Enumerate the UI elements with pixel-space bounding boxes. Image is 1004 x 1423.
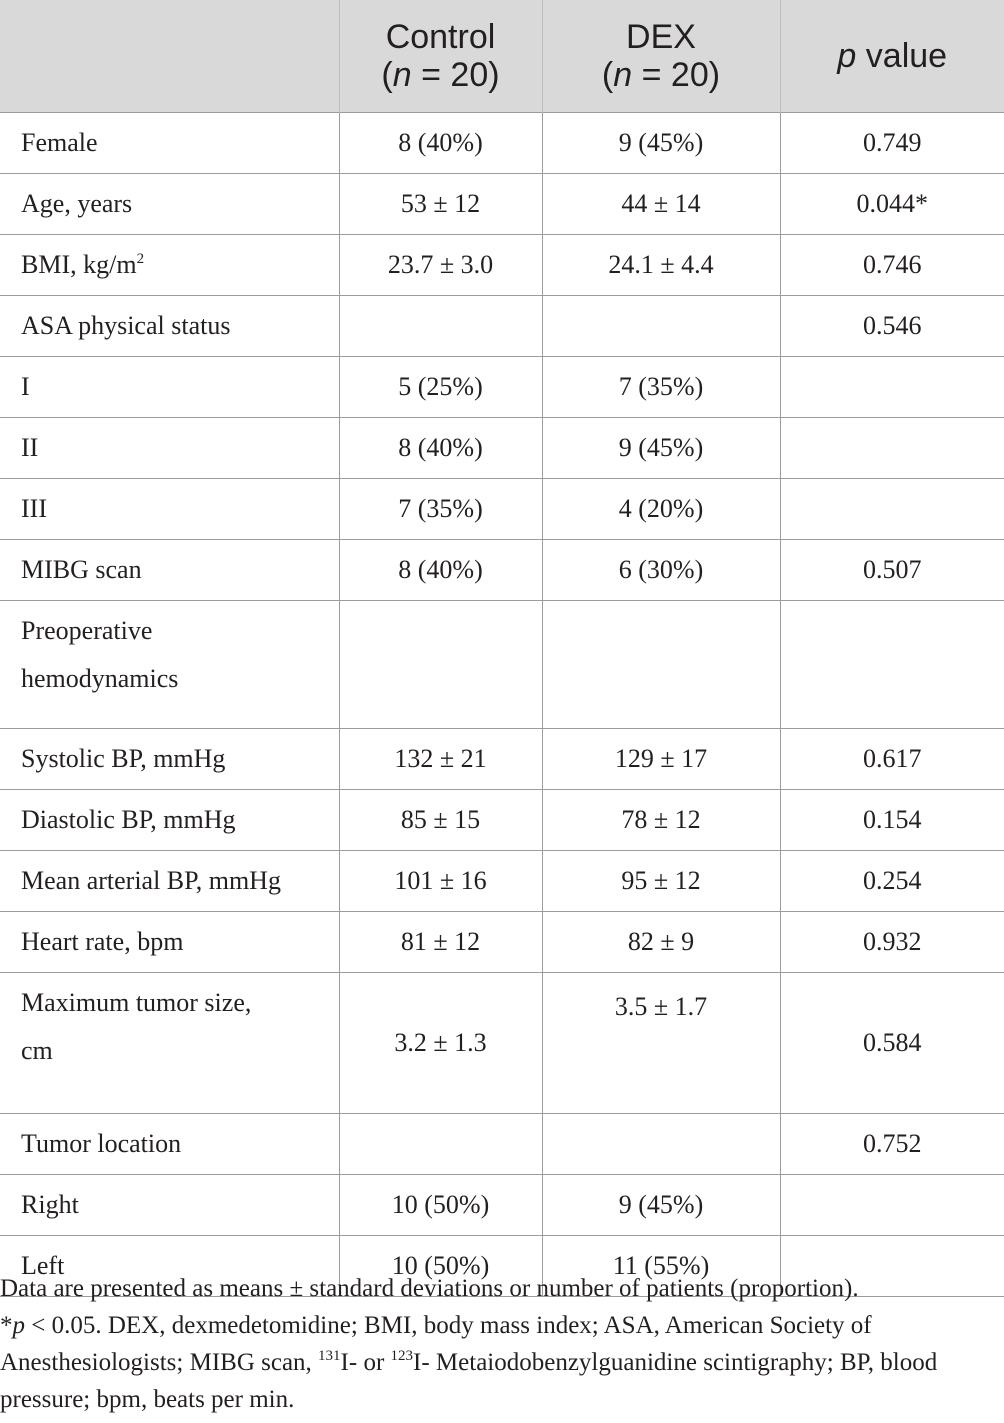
row-label: Maximum tumor size, cm [0,973,339,1114]
dex-value: 11 (55%) [542,1236,780,1297]
p-value [780,357,1004,418]
header-control: Control (n = 20) [339,0,542,113]
row-label: MIBG scan [0,540,339,601]
control-value: 53 ± 12 [339,174,542,235]
p-value: 0.749 [780,113,1004,174]
row-label: Right [0,1175,339,1236]
table-row [0,540,1004,601]
p-value [780,1175,1004,1236]
row-label: ASA physical status [0,296,339,357]
table-row [0,235,1004,296]
table-row [0,479,1004,540]
table-row [0,174,1004,235]
control-value: 10 (50%) [339,1175,542,1236]
header-blank [0,0,339,113]
control-value: 8 (40%) [339,113,542,174]
table-row [0,1175,1004,1236]
header-row [0,0,1004,113]
row-label: II [0,418,339,479]
row-label: Left [0,1236,339,1297]
footnote-line: Data are presented as means ± standard deviations or number of patients (proportion). [0,1275,859,1302]
dex-value: 78 ± 12 [542,790,780,851]
p-value [780,418,1004,479]
footnote-line: *p < 0.05. DEX, dexmedetomidine; BMI, body mass index; ASA, American Society of [0,1312,872,1339]
p-value: 0.044* [780,174,1004,235]
row-label: I [0,357,339,418]
dex-value [542,601,780,729]
dex-value: 44 ± 14 [542,174,780,235]
dex-value [542,296,780,357]
p-value: 0.752 [780,1114,1004,1175]
p-value: 0.746 [780,235,1004,296]
header-p-value: p value [780,0,1004,113]
table-row [0,729,1004,790]
dex-value: 82 ± 9 [542,912,780,973]
row-label: Preoperative hemodynamics [0,601,339,729]
control-value: 101 ± 16 [339,851,542,912]
control-value: 85 ± 15 [339,790,542,851]
control-value: 23.7 ± 3.0 [339,235,542,296]
dex-value: 9 (45%) [542,418,780,479]
dex-value: 95 ± 12 [542,851,780,912]
table-row [0,113,1004,174]
row-label: Systolic BP, mmHg [0,729,339,790]
row-label: Diastolic BP, mmHg [0,790,339,851]
table-row [0,1114,1004,1175]
control-value: 81 ± 12 [339,912,542,973]
p-value: 0.254 [780,851,1004,912]
control-value: 7 (35%) [339,479,542,540]
control-value: 10 (50%) [339,1236,542,1297]
dex-value: 3.5 ± 1.7 [542,973,780,1114]
table-row [0,973,1004,1114]
row-label: BMI, $kg/m^2$ [0,235,339,296]
control-value [339,296,542,357]
table-row [0,912,1004,973]
dex-value: 7 (35%) [542,357,780,418]
table-row [0,790,1004,851]
table-footnote [0,1270,1004,1418]
p-value [780,479,1004,540]
control-value: 3.2 ± 1.3 [339,973,542,1114]
dex-value: 4 (20%) [542,479,780,540]
control-value: 8 (40%) [339,418,542,479]
row-label: Female [0,113,339,174]
row-label: Age, years [0,174,339,235]
footnote-line: Anesthesiologists; MIBG scan, $^{131}$I- or $^{123}$I- Metaiodobenzylguanidine scintigraphy; BP, blood [0,1348,938,1376]
table-row [0,418,1004,479]
table-row [0,851,1004,912]
dex-value: 9 (45%) [542,113,780,174]
row-label: Mean arterial BP, mmHg [0,851,339,912]
p-value: 0.546 [780,296,1004,357]
row-label: III [0,479,339,540]
dex-value: 9 (45%) [542,1175,780,1236]
footnote-line: pressure; bpm, beats per min. [0,1386,295,1413]
p-value: 0.584 [780,973,1004,1114]
control-value: 132 ± 21 [339,729,542,790]
p-value: 0.154 [780,790,1004,851]
dex-value [542,1114,780,1175]
control-value [339,601,542,729]
p-value: 0.617 [780,729,1004,790]
header-dex: DEX (n = 20) [542,0,780,113]
p-value [780,601,1004,729]
dex-value: 24.1 ± 4.4 [542,235,780,296]
dex-value: 129 ± 17 [542,729,780,790]
control-value: 5 (25%) [339,357,542,418]
table-row [0,296,1004,357]
table-row [0,357,1004,418]
row-label: Tumor location [0,1114,339,1175]
p-value: 0.507 [780,540,1004,601]
control-value [339,1114,542,1175]
p-value: 0.932 [780,912,1004,973]
control-value: 8 (40%) [339,540,542,601]
dex-value: 6 (30%) [542,540,780,601]
table-row [0,601,1004,729]
row-label: Heart rate, bpm [0,912,339,973]
